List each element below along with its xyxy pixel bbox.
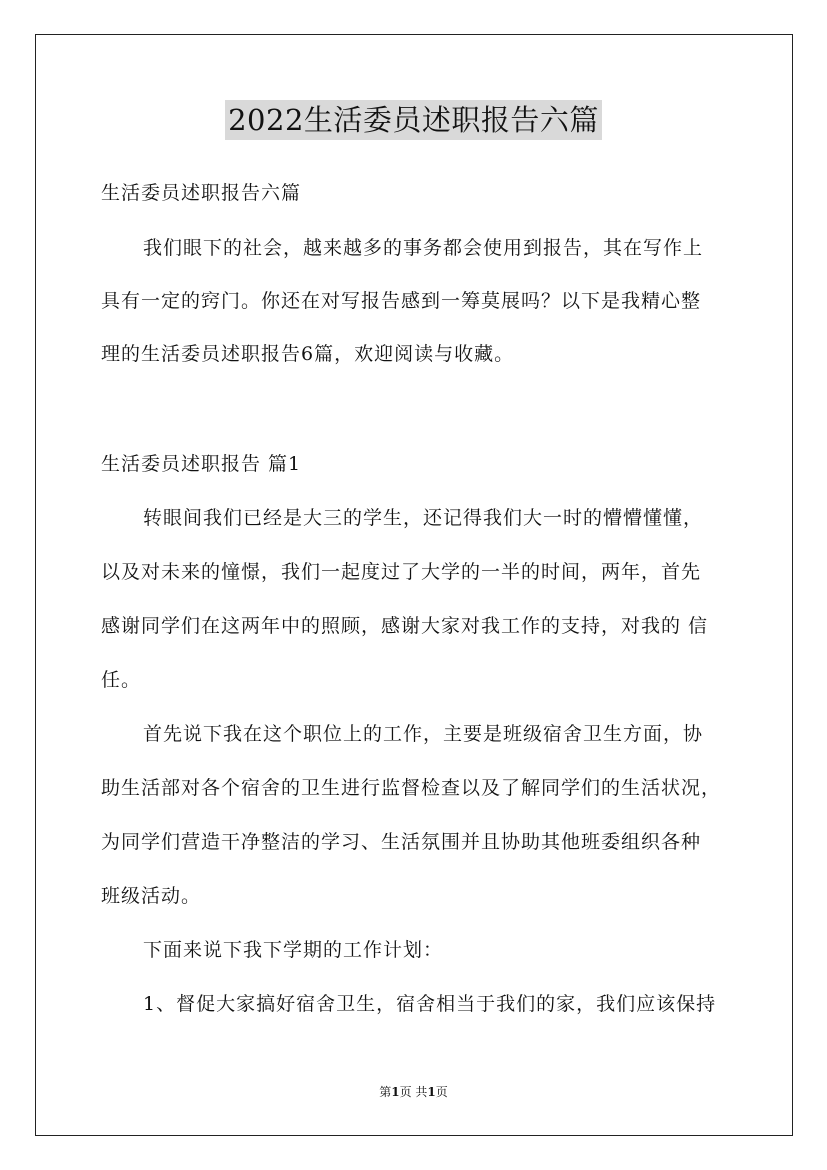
paragraph-line: 理的生活委员述职报告6篇，欢迎阅读与收藏。 bbox=[101, 343, 515, 365]
footer-mid: 页 共 bbox=[399, 1085, 428, 1099]
title-container bbox=[0, 100, 827, 140]
paragraph-line: 下面来说下我下学期的工作计划： bbox=[143, 939, 444, 961]
paragraph-line: 具有一定的窍门。你还在对写报告感到一筹莫展吗？以下是我精心整 bbox=[101, 290, 702, 312]
footer-suffix: 页 bbox=[435, 1085, 448, 1099]
paragraph-line: 感谢同学们在这两年中的照顾，感谢大家对我工作的支持，对我的 信 bbox=[101, 615, 709, 637]
paragraph-line: 助生活部对各个宿舍的卫生进行监督检查以及了解同学们的生活状况， bbox=[101, 777, 722, 799]
footer-page-total: 1 bbox=[427, 1085, 436, 1099]
paragraph-line: 班级活动。 bbox=[101, 885, 202, 907]
paragraph-line: 转眼间我们已经是大三的学生，还记得我们大一时的懵懵懂懂， bbox=[143, 507, 704, 529]
section-heading-part1: 生活委员述职报告 篇1 bbox=[101, 453, 302, 475]
footer-prefix: 第 bbox=[379, 1085, 392, 1099]
paragraph-line: 以及对未来的憧憬，我们一起度过了大学的一半的时间，两年，首先 bbox=[101, 561, 702, 583]
paragraph-line: 任。 bbox=[101, 669, 142, 691]
section-heading-intro: 生活委员述职报告六篇 bbox=[101, 182, 302, 204]
paragraph-line: 为同学们营造干净整洁的学习、生活氛围并且协助其他班委组织各种 bbox=[101, 831, 702, 853]
footer-page-number: 1 bbox=[391, 1085, 400, 1099]
paragraph-line: 1、督促大家搞好宿舍卫生，宿舍相当于我们的家，我们应该保持 bbox=[143, 993, 717, 1015]
paragraph-line: 我们眼下的社会，越来越多的事务都会使用到报告，其在写作上 bbox=[143, 237, 704, 259]
page-footer bbox=[0, 1083, 827, 1101]
document-title: 2022生活委员述职报告六篇 bbox=[225, 100, 602, 140]
paragraph-line: 首先说下我在这个职位上的工作，主要是班级宿舍卫生方面，协 bbox=[143, 723, 704, 745]
